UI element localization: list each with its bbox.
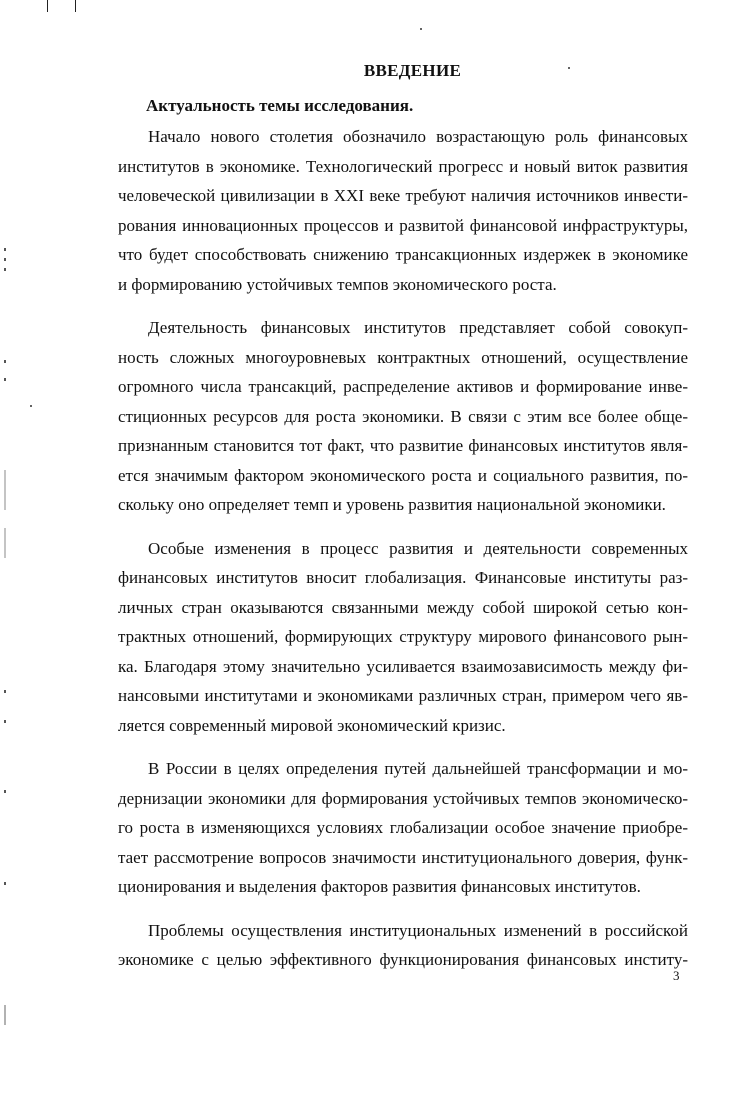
- scan-speck: [4, 790, 6, 793]
- paragraph: [118, 122, 688, 299]
- scan-mark: [75, 0, 76, 12]
- text-line: и формированию устойчивых темпов экономического роста.: [118, 274, 557, 294]
- text-line: ка. Благодаря этому значительно усиливается взаимозависимость между фи-: [118, 656, 688, 676]
- text-line: признанным становится тот факт, что развитие финансовых институтов явля-: [118, 436, 688, 455]
- paragraph: [118, 916, 688, 975]
- scan-dot: [420, 28, 422, 30]
- text-line: Начало нового столетия обозначило возрастающую роль финансовых: [148, 127, 688, 146]
- text-line: ность сложных многоуровневых контрактных отношений, осуществление: [118, 347, 688, 367]
- text-line: Особые изменения в процесс развития и деятельности современных: [148, 538, 688, 558]
- scan-speck: [4, 378, 6, 381]
- scan-speck: [4, 470, 6, 510]
- text-line: го роста в изменяющихся условиях глобализации особое значение приобре-: [118, 818, 688, 837]
- text-line: личных стран оказываются связанными между собой широкой сетью кон-: [118, 597, 688, 617]
- scan-dot: [30, 405, 32, 407]
- page-number: 3: [673, 968, 680, 983]
- page-title: ВВЕДЕНИЕ: [363, 61, 462, 80]
- text-line: институтов в экономике. Технологический прогресс и новый виток развития: [118, 156, 688, 176]
- scan-speck: [4, 882, 6, 885]
- paragraph: [118, 754, 688, 902]
- text-line: что будет способствовать снижению трансакционных издержек в экономике: [118, 245, 688, 264]
- text-line: В России в целях определения путей дальнейшей трансформации и мо-: [148, 759, 688, 778]
- scan-speck: [4, 720, 6, 723]
- text-line: скольку оно определяет темп и уровень развития национальной экономики.: [118, 495, 666, 514]
- scan-speck: [4, 258, 6, 261]
- text-line: тает рассмотрение вопросов значимости институционального доверия, функ-: [118, 847, 688, 867]
- section-subtitle: Актуальность темы исследования.: [146, 96, 414, 115]
- text-line: трактных отношений, формирующих структуру мирового финансового рын-: [118, 627, 688, 646]
- paragraph: [118, 534, 688, 741]
- scan-speck: [4, 268, 6, 271]
- scan-speck: [4, 528, 6, 558]
- scan-speck: [4, 360, 6, 363]
- text-line: человеческой цивилизации в XXI веке требуют наличия источников инвести-: [118, 186, 688, 205]
- text-line: Проблемы осуществления институциональных изменений в российской: [148, 920, 688, 940]
- text-line: ляется современный мировой экономический кризис.: [118, 715, 506, 735]
- text-line: финансовых институтов вносит глобализация. Финансовые институты раз-: [118, 568, 688, 587]
- text-line: экономике с целью эффективного функционирования финансовых институ-: [118, 950, 688, 969]
- body-text: [118, 122, 688, 989]
- text-line: Деятельность финансовых институтов представляет собой совокуп-: [148, 318, 688, 337]
- text-line: нансовыми институтами и экономиками различных стран, примером чего яв-: [118, 686, 688, 705]
- text-line: ется значимым фактором экономического роста и социального развития, по-: [118, 465, 688, 485]
- scan-mark: [47, 0, 48, 12]
- paragraph: [118, 313, 688, 520]
- text-line: стиционных ресурсов для роста экономики. В связи с этим все более обще-: [118, 406, 688, 426]
- text-line: ционирования и выделения факторов развития финансовых институтов.: [118, 877, 641, 896]
- text-line: огромного числа трансакций, распределение активов и формирование инве-: [118, 377, 688, 396]
- scan-speck: [4, 248, 6, 251]
- text-line: рования инновационных процессов и развитой финансовой инфраструктуры,: [118, 215, 688, 235]
- scan-speck: [4, 1005, 6, 1025]
- scan-speck: [4, 690, 6, 693]
- text-line: дернизации экономики для формирования устойчивых темпов экономическо-: [118, 788, 688, 808]
